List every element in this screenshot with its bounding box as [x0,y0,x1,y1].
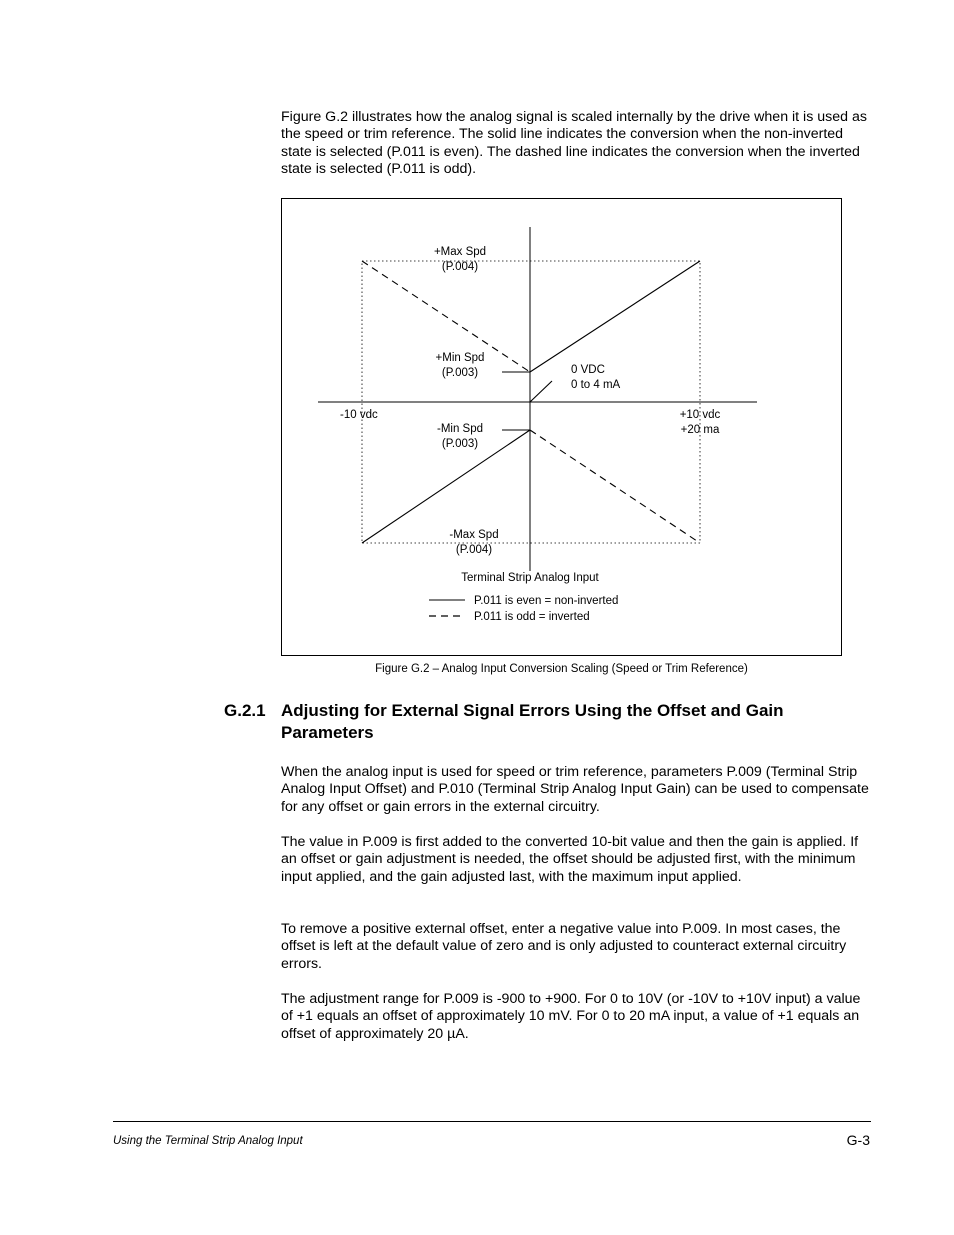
body-paragraph-3: To remove a positive external offset, enter a negative value into P.009. In most cases, the offset is left at the default value of zero and is only adjusted to counteract external circuitry errors. [281,921,847,972]
section-heading [224,700,864,744]
pos-20-ma-label: +20 ma [680,424,720,436]
pos-10-vdc-label: +10 vdc [679,409,721,421]
min-spd-pos-param: (P.003) [441,367,479,379]
footer-section-title: Using the Terminal Strip Analog Input [113,1135,303,1147]
max-spd-pos-param: (P.004) [441,261,479,273]
intro-paragraph: Figure G.2 illustrates how the analog signal is scaled internally by the drive when it is used as the speed or trim reference. The solid line indicates the conversion when the non-inverted state is selected (P.011 is even). The dashed line indicates the conversion when the inverted state is selected (P.011 is odd). [281,109,867,178]
max-spd-neg-param: (P.004) [455,544,493,556]
dashed-line-negative [530,430,700,543]
zero-ma-label: 0 to 4 mA [571,379,621,391]
max-spd-neg-label: -Max Spd [449,529,499,541]
footer-rule [113,1121,871,1122]
zero-vdc-label: 0 VDC [571,364,605,376]
page-number: G-3 [846,1132,870,1148]
figure-g2 [281,198,842,656]
legend-dashed-label: P.011 is odd = inverted [474,611,590,623]
min-spd-neg-param: (P.003) [441,438,479,450]
body-paragraph-4: The adjustment range for P.009 is -900 to +900. For 0 to 10V (or -10V to +10V input) a value of +1 equals an offset of approximately 10 mV. For 0 to 20 mA input, a value of +1 equals an offset of approximately 20 µA. [281,991,861,1042]
zero-pointer-line [530,381,552,402]
analog-scaling-diagram [282,199,843,657]
section-title: Adjusting for External Signal Errors Using the Offset and Gain Parameters [281,701,784,742]
figure-caption: Figure G.2 – Analog Input Conversion Scaling (Speed or Trim Reference) [375,663,748,675]
legend-solid-label: P.011 is even = non-inverted [474,595,619,607]
neg-10-vdc-label: -10 vdc [340,409,378,421]
max-spd-pos-label: +Max Spd [433,246,487,258]
solid-line-positive [530,261,700,372]
min-spd-pos-label: +Min Spd [435,352,485,364]
min-spd-neg-label: -Min Spd [436,423,484,435]
axis-title: Terminal Strip Analog Input [461,572,599,584]
section-number: G.2.1 [224,701,266,720]
body-paragraph-1: When the analog input is used for speed or trim reference, parameters P.009 (Terminal Strip Analog Input Offset) and P.010 (Terminal Strip Analog Input Gain) can be used to compensate for any offset or gain errors in the external circuitry. [281,764,869,815]
body-paragraph-2: The value in P.009 is first added to the converted 10-bit value and then the gain is applied. If an offset or gain adjustment is needed, the offset should be adjusted first, with the minimum input applied, and the gain adjusted last, with the maximum input applied. [281,834,859,885]
